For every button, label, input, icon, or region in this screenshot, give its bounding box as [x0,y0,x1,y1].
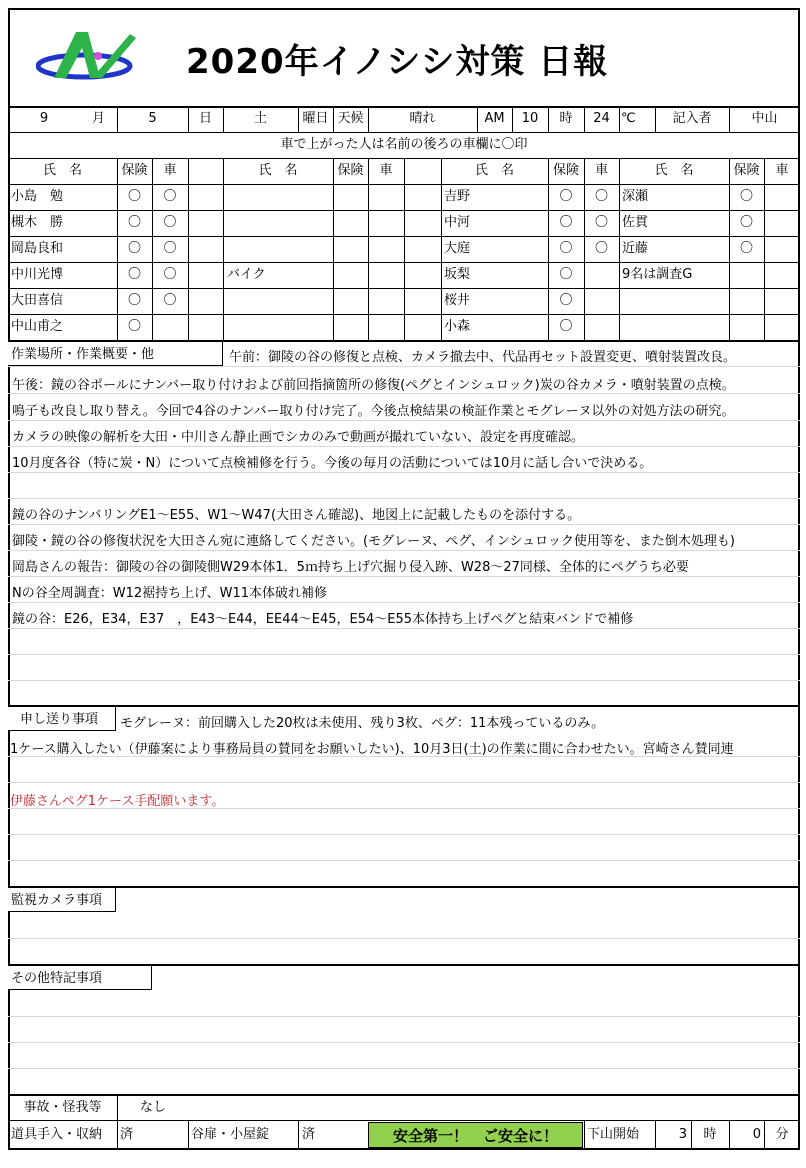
name-header: 氏 名 [474,163,514,178]
work-line: 鳴子も改良し取り替え。今回で4谷のナンバー取り付け完了。今後点検結果の検証作業とモグレーヌ以外の対処方法の研究。 [12,404,735,419]
survey-group-note: 9名は調査G [622,267,693,282]
car-mark: 〇 [163,189,177,204]
other-notes-label: その他特記事項 [8,965,152,990]
insurance-mark: 〇 [127,267,141,282]
insurance-mark: 〇 [559,319,573,334]
member-name: 中河 [444,215,471,230]
accident-label: 事故・怪我等 [23,1100,102,1115]
member-name: 中川光博 [11,267,64,282]
work-line: 鏡の谷：E26，E34，E37 ，E43～E44，EE44～E45，E54～E55本体持ち上げペグと結束バンドで補修 [12,612,634,627]
car-mark: 〇 [594,189,608,204]
car-mark: 〇 [163,293,177,308]
work-morning-line: 午前：御陵の谷の修復と点検、カメラ撤去中、代品再セット設置変更、噴射装置改良。 [229,350,737,365]
safety-banner: 安全第一！ ご安全に！ [368,1122,583,1148]
day-value: 5 [148,111,157,126]
member-name: 桜井 [444,293,471,308]
descent-hour: 3 [678,1127,687,1142]
insurance-mark: 〇 [739,241,753,256]
car-mark [152,315,188,339]
hour-label: 時 [559,111,573,126]
member-name: 小島 勉 [11,189,64,204]
report-title: 2020年イノシシ対策 日報 [186,42,609,82]
month-label: 月 [91,111,105,126]
handover-request-line: 伊藤さんペグ1ケース手配願います。 [10,794,225,809]
weekday-value: 土 [253,111,267,126]
insurance-mark: 〇 [127,189,141,204]
member-name: 槻木 勝 [11,215,64,230]
recorder-value: 中山 [751,111,778,126]
camera-section-label: 監視カメラ事項 [8,887,116,912]
temperature-value: 24 [593,111,610,126]
insurance-mark: 〇 [127,319,141,334]
gate-lock-value: 済 [302,1127,316,1142]
insurance-mark: 〇 [559,189,573,204]
work-line: 10月度各谷（特に炭・N）について点検補修を行う。今後の毎月の活動については10月に話し合いで決める。 [12,456,653,471]
work-line: 午後：鏡の谷ポールにナンバー取り付けおよび前回指摘箇所の修復(ペグとインシュロック)炭の谷カメラ・噴射装置の点検。 [12,378,735,393]
insurance-mark: 〇 [127,293,141,308]
hour-unit: 時 [703,1127,717,1142]
handover-line: モグレーヌ：前回購入した20枚は未使用、残り3枚、ペグ：11本残っているのみ。 [120,716,605,731]
insurance-mark: 〇 [559,241,573,256]
insurance-mark: 〇 [739,215,753,230]
car-header: 車 [594,163,608,178]
car-header: 車 [163,163,177,178]
handover-line: 1ケース購入したい（伊藤案により事務局員の賛同をお願いしたい)、10月3日(土)の作業に間に合わせたい。宮崎さん賛同連 [10,742,734,757]
member-name: 岡島良和 [11,241,64,256]
work-line: 御陵・鏡の谷の修復状況を大田さん宛に連絡してください。(モグレーヌ、ペグ、インシュロック使用等を、また倒木処理も) [12,534,735,549]
car-note: 車で上がった人は名前の後ろの車欄に〇印 [280,137,528,152]
member-name: 深瀬 [622,189,649,204]
insurance-header: 保険 [121,163,148,178]
member-name: 近藤 [622,241,649,256]
car-header: 車 [379,163,393,178]
gate-lock-label: 谷扉・小屋錠 [191,1127,270,1142]
work-line: 鏡の谷のナンバリングE1～E55、W1～W47(大田さん確認)、地図上に記載したものを添付する。 [12,508,581,523]
weather-value: 晴れ [409,111,436,126]
hour-value: 10 [521,111,539,126]
weather-label: 天候 [337,111,364,126]
accident-value: なし [140,1100,167,1115]
tools-value: 済 [120,1127,134,1142]
car-mark: 〇 [594,241,608,256]
handover-section-label: 申し送り事項 [8,706,116,731]
member-name: 坂梨 [444,267,471,282]
descent-label: 下山開始 [587,1127,640,1142]
month-value: 9 [39,111,49,126]
car-mark: 〇 [163,241,177,256]
work-line: Nの谷全周調査：W12裾持ち上げ、W11本体破れ補修 [12,586,327,601]
member-name: 小森 [444,319,471,334]
insurance-mark: 〇 [559,267,573,282]
ampm-value: AM [484,111,505,126]
member-name: 大庭 [444,241,471,256]
name-header: 氏 名 [258,163,298,178]
insurance-header: 保険 [733,163,760,178]
name-header: 氏 名 [42,163,82,178]
work-line: カメラの映像の解析を大田・中川さん静止画でシカのみで動画が撮れていない、設定を再度確認。 [12,430,585,445]
work-section-label: 作業場所・作業概要・他 [8,341,223,366]
member-name: 中山甫之 [11,319,64,334]
insurance-mark: 〇 [559,215,573,230]
member-name: 大田喜信 [11,293,64,308]
insurance-mark: 〇 [739,189,753,204]
member-name: 佐貫 [622,215,649,230]
day-label: 日 [198,111,212,126]
car-mark: 〇 [163,267,177,282]
organization-logo [36,26,144,86]
insurance-mark: 〇 [127,215,141,230]
weekday-label: 曜日 [302,111,329,126]
recorder-label: 記入者 [672,111,712,126]
insurance-mark: 〇 [127,241,141,256]
name-header: 氏 名 [654,163,694,178]
member-name: バイク [227,267,266,282]
insurance-mark: 〇 [559,293,573,308]
car-header: 車 [775,163,789,178]
minute-unit: 分 [775,1127,789,1142]
car-mark: 〇 [163,215,177,230]
member-name: 吉野 [444,189,471,204]
temperature-unit: ℃ [621,111,636,126]
tools-label: 道具手入・収納 [11,1127,103,1142]
car-mark: 〇 [594,215,608,230]
descent-minute: 0 [752,1127,761,1142]
work-line: 岡島さんの報告：御陵の谷の御陵側W29本体1．5ｍ持ち上げ穴掘り侵入跡、W28～27同様、全体的にペグうち必要 [12,560,689,575]
insurance-header: 保険 [337,163,364,178]
insurance-header: 保険 [552,163,579,178]
